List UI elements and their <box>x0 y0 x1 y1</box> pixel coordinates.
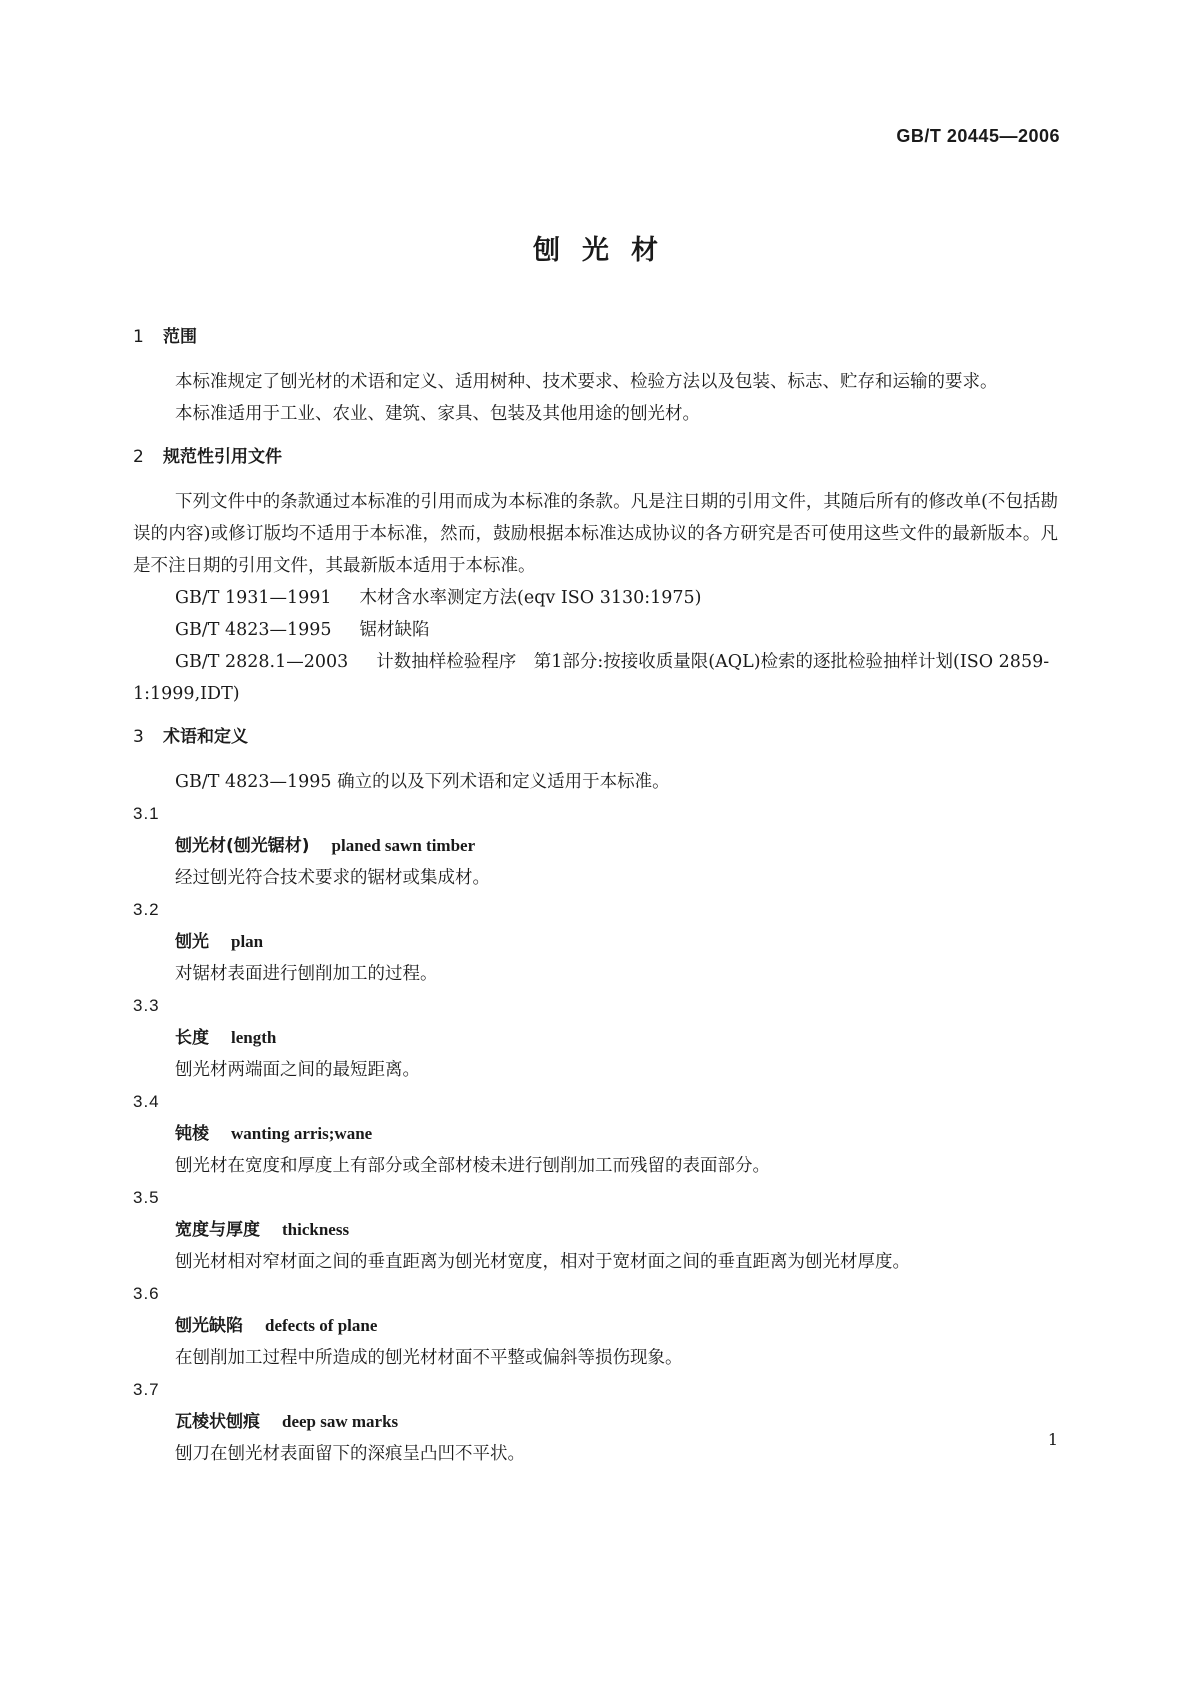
section-number: 1 <box>133 327 144 347</box>
term-number: 3.5 <box>133 1188 160 1207</box>
page-number: 1 <box>1047 1430 1058 1449</box>
term-name <box>133 1406 1058 1438</box>
term-entry <box>133 798 1058 894</box>
term-name-en: defects of plane <box>265 1316 378 1335</box>
reference-title: 木材含水率测定方法(eqv ISO 3130:1975) <box>359 588 702 608</box>
term-name <box>133 1310 1058 1342</box>
term-name <box>133 1118 1058 1150</box>
section-title: 术语和定义 <box>163 727 248 747</box>
section-heading-normative-references <box>133 442 1058 472</box>
term-number: 3.2 <box>133 900 160 919</box>
term-entry <box>133 894 1058 990</box>
reference-title: 计数抽样检验程序 第1部分:按接收质量限(AQL)检索的逐批检验抽样计划(ISO 2859-1:1999,IDT) <box>133 652 1050 704</box>
term-definition: 对锯材表面进行刨削加工的过程。 <box>175 964 438 984</box>
term-name-zh: 瓦棱状刨痕 <box>175 1412 260 1432</box>
section-title: 规范性引用文件 <box>163 447 282 467</box>
term-name <box>133 926 1058 958</box>
term-definition: 刨光材相对窄材面之间的垂直距离为刨光材宽度，相对于宽材面之间的垂直距离为刨光材厚度。 <box>175 1252 910 1272</box>
term-name-en: plan <box>231 932 264 951</box>
term-definition: 在刨削加工过程中所造成的刨光材材面不平整或偏斜等损伤现象。 <box>175 1348 683 1368</box>
section-number: 3 <box>133 727 144 747</box>
reference-title: 锯材缺陷 <box>359 620 430 640</box>
term-definition: 经过刨光符合技术要求的锯材或集成材。 <box>175 868 490 888</box>
term-name <box>133 1214 1058 1246</box>
term-name <box>133 1022 1058 1054</box>
reference-code: GB/T 4823—1995 <box>175 620 332 640</box>
term-number: 3.4 <box>133 1092 160 1111</box>
scope-paragraph-1: 本标准规定了刨光材的术语和定义、适用树种、技术要求、检验方法以及包装、标志、贮存和运输的要求。 <box>175 372 998 392</box>
term-definition: 刨光材在宽度和厚度上有部分或全部材棱未进行刨削加工而残留的表面部分。 <box>175 1156 770 1176</box>
term-entry <box>133 990 1058 1086</box>
reference-item <box>133 614 1058 646</box>
term-name-en: planed sawn timber <box>331 836 476 855</box>
term-name-en: thickness <box>282 1220 350 1239</box>
term-entry <box>133 1086 1058 1182</box>
term-name-zh: 钝棱 <box>175 1124 209 1144</box>
term-number: 3.6 <box>133 1284 160 1303</box>
reference-item <box>133 582 1058 614</box>
term-name-en: length <box>231 1028 277 1047</box>
standard-code: GB/T 20445—2006 <box>896 126 1060 146</box>
document-title: 刨光材 <box>533 235 680 266</box>
term-number: 3.7 <box>133 1380 160 1399</box>
term-name-zh: 刨光材(刨光锯材) <box>175 836 310 856</box>
term-entry <box>133 1182 1058 1278</box>
section-title: 范围 <box>163 327 197 347</box>
reference-item <box>133 646 1058 710</box>
document-body <box>133 322 1058 1470</box>
references-intro: 下列文件中的条款通过本标准的引用而成为本标准的条款。凡是注日期的引用文件，其随后所有的修改单(不包括勘误的内容)或修订版均不适用于本标准，然而，鼓励根据本标准达成协议的各方研究是否可使用这些文件的最新版本。凡是不注日期的引用文件，其最新版本适用于本标准。 <box>133 492 1058 576</box>
term-number: 3.1 <box>133 804 160 823</box>
term-entry <box>133 1374 1058 1470</box>
term-name-zh: 宽度与厚度 <box>175 1220 260 1240</box>
term-name-en: wanting arris;wane <box>231 1124 373 1143</box>
reference-code: GB/T 1931—1991 <box>175 588 332 608</box>
term-name-zh: 长度 <box>175 1028 209 1048</box>
term-definition: 刨光材两端面之间的最短距离。 <box>175 1060 420 1080</box>
term-definition: 刨刀在刨光材表面留下的深痕呈凸凹不平状。 <box>175 1444 525 1464</box>
term-name-zh: 刨光 <box>175 932 209 952</box>
term-name-en: deep saw marks <box>282 1412 399 1431</box>
term-name <box>133 830 1058 862</box>
term-entry <box>133 1278 1058 1374</box>
section-number: 2 <box>133 447 144 467</box>
reference-code: GB/T 2828.1—2003 <box>175 652 349 672</box>
scope-paragraph-2: 本标准适用于工业、农业、建筑、家具、包装及其他用途的刨光材。 <box>175 404 700 424</box>
term-number: 3.3 <box>133 996 160 1015</box>
terms-intro: GB/T 4823—1995 确立的以及下列术语和定义适用于本标准。 <box>175 772 670 792</box>
section-heading-terms-definitions <box>133 722 1058 752</box>
term-name-zh: 刨光缺陷 <box>175 1316 243 1336</box>
section-heading-scope <box>133 322 1058 352</box>
